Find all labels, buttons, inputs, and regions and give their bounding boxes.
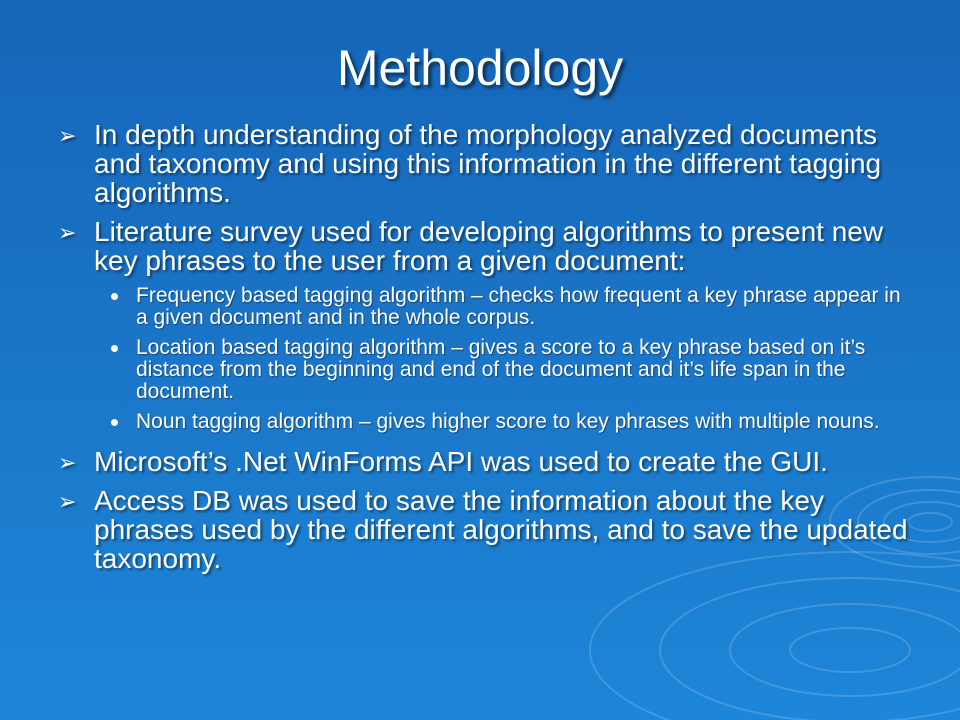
bullet-item	[58, 217, 908, 275]
sub-bullet-item	[106, 411, 908, 433]
sub-bullet-item	[106, 337, 908, 403]
bullet-text: Literature survey used for developing algorithms to present new key phrases to the user from a given document:	[94, 216, 884, 276]
arrow-bullet-icon: ➢	[58, 220, 77, 245]
bullet-item	[58, 447, 908, 476]
bullet-item	[58, 486, 908, 573]
dot-bullet-icon	[111, 293, 118, 300]
sub-bullet-item	[106, 285, 908, 329]
bullet-text: Microsoft’s .Net WinForms API was used to create the GUI.	[94, 446, 828, 477]
sub-bullet-text: Noun tagging algorithm – gives higher score to key phrases with multiple nouns.	[136, 410, 880, 433]
arrow-bullet-icon: ➢	[58, 123, 77, 148]
dot-bullet-icon	[111, 345, 118, 352]
bullet-item	[58, 120, 908, 207]
sub-bullet-list	[106, 285, 908, 433]
arrow-bullet-icon: ➢	[58, 450, 77, 475]
slide-content	[58, 120, 908, 583]
sub-bullet-text: Location based tagging algorithm – gives a score to a key phrase based on it’s distance from the beginning and end of the document and it’s life span in the document.	[136, 336, 866, 403]
slide-title: Methodology	[336, 40, 624, 96]
arrow-bullet-icon: ➢	[58, 489, 77, 514]
dot-bullet-icon	[111, 419, 118, 426]
bullet-text: Access DB was used to save the information about the key phrases used by the different algorithms, and to save the updated taxonomy.	[94, 485, 908, 574]
bullet-text: In depth understanding of the morphology analyzed documents and taxonomy and using this information in the different tagging algorithms.	[94, 119, 882, 208]
sub-bullet-text: Frequency based tagging algorithm – checks how frequent a key phrase appear in a given document and in the whole corpus.	[136, 284, 901, 329]
